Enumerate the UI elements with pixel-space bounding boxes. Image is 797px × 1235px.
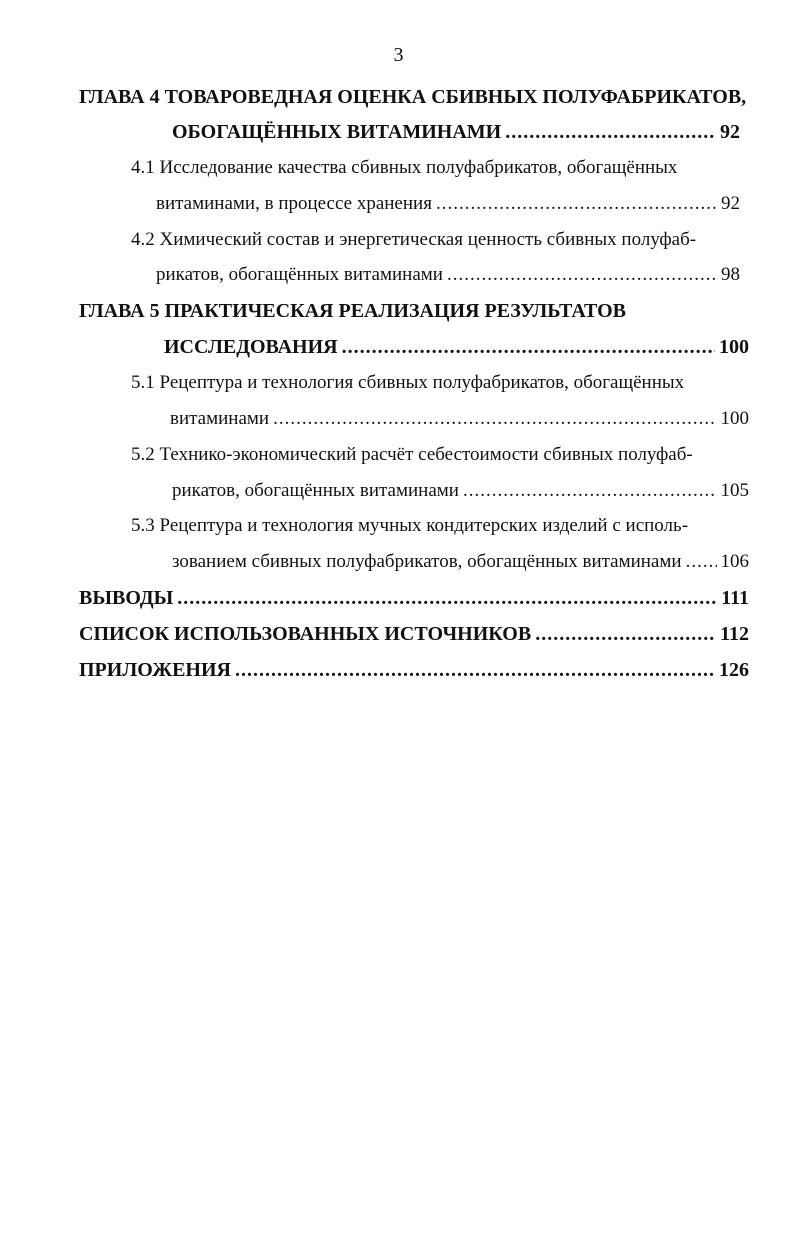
toc-page-number: 92: [721, 193, 740, 214]
dot-leader: [235, 657, 715, 683]
toc-conclusions-title: ВЫВОДЫ: [79, 587, 174, 609]
toc-chapter4-title-line1: ГЛАВА 4 ТОВАРОВЕДНАЯ ОЦЕНКА СБИВНЫХ ПОЛУФАБРИКАТОВ,: [79, 86, 747, 108]
toc-section51-line1: 5.1 Рецептура и технология сбивных полуфабрикатов, обогащённых: [131, 372, 685, 393]
dot-leader: [273, 406, 716, 432]
toc-chapter4-entry[interactable]: [172, 119, 740, 145]
toc-section41-line1: 4.1 Исследование качества сбивных полуфабрикатов, обогащённых: [131, 157, 678, 178]
toc-section51-entry[interactable]: [170, 406, 749, 432]
toc-chapter5-entry[interactable]: [164, 334, 749, 360]
toc-section51-line2: витаминами: [170, 408, 270, 429]
toc-appendices-title: ПРИЛОЖЕНИЯ: [79, 659, 231, 681]
toc-chapter4-title-line2: ОБОГАЩЁННЫХ ВИТАМИНАМИ: [172, 121, 502, 143]
toc-page-number: 112: [720, 623, 749, 645]
toc-conclusions-entry[interactable]: [79, 585, 749, 611]
toc-page-number: 105: [720, 480, 749, 501]
toc-chapter5-title-line2: ИССЛЕДОВАНИЯ: [164, 336, 338, 358]
dot-leader: [505, 119, 716, 145]
dot-leader: [463, 478, 717, 504]
page-number: 3: [393, 44, 404, 66]
toc-page-number: 111: [721, 587, 749, 609]
toc-section52-line2: рикатов, обогащённых витаминами: [172, 480, 459, 501]
toc-page-number: 100: [720, 408, 749, 429]
toc-section53-line1: 5.3 Рецептура и технология мучных кондитерских изделий с исполь-: [131, 515, 689, 536]
toc-page-number: 98: [721, 264, 740, 285]
toc-section42-line1: 4.2 Химический состав и энергетическая ценность сбивных полуфаб-: [131, 229, 697, 250]
toc-section41-entry[interactable]: [156, 191, 740, 217]
toc-section52-line1: 5.2 Технико-экономический расчёт себестоимости сбивных полуфаб-: [131, 444, 693, 465]
toc-section52-entry[interactable]: [172, 478, 749, 504]
dot-leader: [686, 549, 717, 575]
toc-section53-entry[interactable]: [172, 549, 749, 575]
dot-leader: [177, 585, 717, 611]
toc-page-number: 100: [719, 336, 749, 358]
toc-appendices-entry[interactable]: [79, 657, 749, 683]
toc-section53-line2: зованием сбивных полуфабрикатов, обогащённых витаминами: [172, 551, 682, 572]
dot-leader: [342, 334, 715, 360]
dot-leader: [535, 621, 716, 647]
toc-section42-line2: рикатов, обогащённых витаминами: [156, 264, 443, 285]
dot-leader: [447, 262, 717, 288]
toc-page-number: 92: [720, 121, 740, 143]
toc-section41-line2: витаминами, в процессе хранения: [156, 193, 432, 214]
toc-references-entry[interactable]: [79, 621, 749, 647]
toc-page-number: 106: [720, 551, 749, 572]
toc-references-title: СПИСОК ИСПОЛЬЗОВАННЫХ ИСТОЧНИКОВ: [79, 623, 532, 645]
dot-leader: [436, 191, 717, 217]
toc-page-number: 126: [719, 659, 749, 681]
toc-chapter5-title-line1: ГЛАВА 5 ПРАКТИЧЕСКАЯ РЕАЛИЗАЦИЯ РЕЗУЛЬТАТОВ: [79, 300, 627, 322]
toc-section42-entry[interactable]: [156, 262, 740, 288]
